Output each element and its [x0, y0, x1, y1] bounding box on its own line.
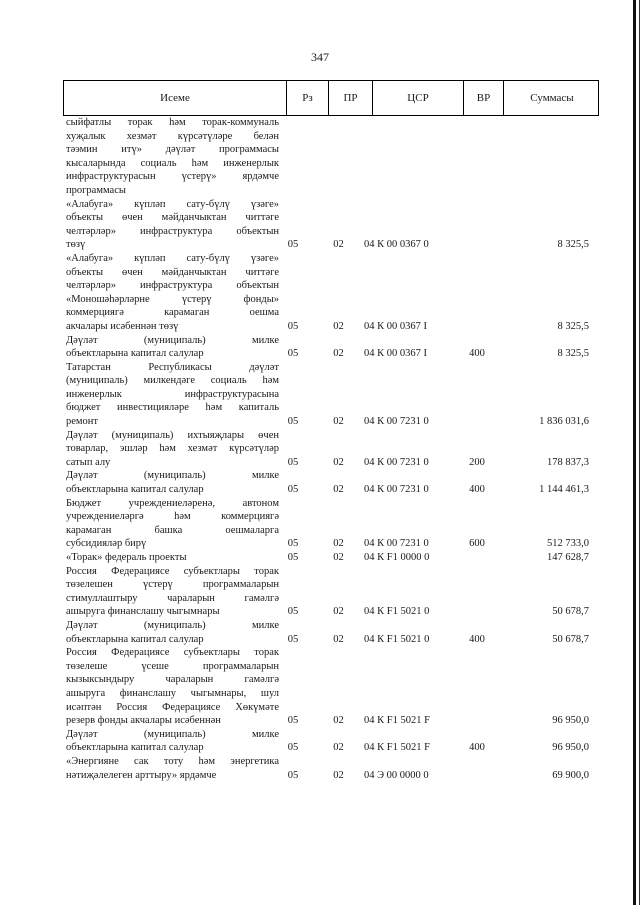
row-csr: 04 К 00 0367 I [364, 348, 427, 360]
row-name [66, 116, 279, 198]
row-name-line: стимуллаштыру чараларын гамәлгә [66, 592, 279, 604]
row-name-line: тәэмин итү» дәүләт программасы [66, 144, 279, 156]
row-sum: 96 950,0 [552, 742, 589, 754]
row-sum: 147 628,7 [547, 552, 589, 563]
header-pr: ПР [329, 81, 373, 115]
table-row [66, 551, 596, 565]
row-csr: 04 К 00 7231 0 [364, 456, 429, 468]
row-pr: 02 [333, 606, 344, 618]
row-name [66, 361, 279, 429]
row-pr: 02 [333, 320, 344, 332]
row-name-line: Дәүләт (муниципаль) милке [66, 619, 279, 631]
row-rz: 05 [287, 633, 299, 645]
row-pr: 02 [333, 552, 344, 563]
row-csr: 04 К 00 0367 I [364, 320, 427, 332]
row-rz: 05 [287, 348, 299, 360]
row-rz: 05 [287, 538, 299, 550]
row-vr: 200 [469, 456, 485, 468]
row-sum: 69 900,0 [552, 769, 589, 781]
row-name [66, 469, 279, 496]
row-name [66, 334, 279, 361]
row-name-line: челтәрләр» инфраструктура объектын [66, 225, 279, 237]
row-name-line: ашыруга финанслашу чыгымнары [66, 606, 220, 618]
row-rz: 05 [287, 484, 299, 496]
row-name-line: төзелешен үстерү программаларын [66, 579, 279, 591]
header-sum: Суммасы [530, 92, 574, 104]
row-pr: 02 [333, 239, 344, 251]
table-row [66, 565, 596, 619]
row-sum: 50 678,7 [552, 606, 589, 618]
row-name-line: Россия Федерациясе субъектлары торак [66, 565, 279, 577]
row-name-line: бюджет инвестицияләре һәм капиталь [66, 402, 279, 414]
row-name-line: Дәүләт (муниципаль) милке [66, 470, 279, 482]
row-name-line: объектларына капитал салулар [66, 742, 204, 754]
row-name-line: Бюджет учреждениеләренә, автоном [66, 497, 279, 509]
table-row [66, 646, 596, 728]
table-row [66, 497, 596, 551]
row-sum: 8 325,5 [557, 239, 589, 251]
row-rz: 05 [287, 715, 299, 727]
row-name-line: сатып алу [66, 456, 111, 468]
row-name [66, 646, 279, 728]
table-row [66, 116, 596, 198]
row-name-line: Россия Федерациясе субъектлары торак [66, 647, 279, 659]
header-csr: ЦСР [373, 81, 464, 115]
row-name-line: хуҗалык хезмәт күрсәтүләре белән [66, 130, 279, 142]
row-name-line: товарлар, эшләр һәм хезмәт күрсәтүләр [66, 443, 279, 455]
row-name-line: исәптән Россия Федерациясе Хөкүмәте [66, 701, 279, 713]
row-name [66, 565, 279, 619]
row-name-line: Татарстан Республикасы дәүләт [66, 361, 279, 373]
row-name-line: коммерциягә карамаган оешма [66, 307, 279, 319]
row-name-line: ремонт [66, 416, 99, 428]
row-name [66, 551, 279, 565]
row-name [66, 619, 279, 646]
table-row [66, 334, 596, 361]
row-rz: 05 [287, 239, 299, 251]
table-row [66, 619, 596, 646]
header-vr: ВР [464, 81, 504, 115]
row-sum: 96 950,0 [552, 715, 589, 727]
row-sum: 178 837,3 [547, 456, 589, 468]
row-csr: 04 К 00 7231 0 [364, 484, 429, 496]
row-name-line: Дәүләт (муниципаль) милке [66, 334, 279, 346]
row-name-line: резерв фонды акчалары исәбеннән [66, 715, 221, 727]
row-rz: 05 [287, 606, 299, 618]
budget-table-body [66, 116, 596, 782]
row-name-line: нәтиҗәлелеген арттыру» ярдәмче [66, 769, 217, 781]
row-name-line: «Энергияне сак тоту һәм энергетика [66, 755, 279, 767]
row-csr: 04 К 00 7231 0 [364, 538, 429, 550]
row-pr: 02 [333, 456, 344, 468]
row-name [66, 728, 279, 755]
row-name [66, 755, 279, 782]
row-csr: 04 К F1 5021 0 [364, 633, 430, 645]
page-number: 347 [311, 50, 329, 64]
row-name-line: объектларына капитал салулар [66, 348, 204, 360]
row-name [66, 497, 279, 551]
row-rz: 05 [287, 416, 299, 428]
table-row [66, 728, 596, 755]
row-name-line: объектларына капитал салулар [66, 484, 204, 496]
row-sum: 1 144 461,3 [539, 484, 589, 496]
table-row [66, 252, 596, 334]
row-sum: 50 678,7 [552, 633, 589, 645]
header-rz: Рз [287, 81, 329, 115]
row-vr: 400 [469, 484, 485, 496]
row-pr: 02 [333, 769, 344, 781]
row-csr: 04 К 00 0367 0 [364, 239, 429, 251]
table-row [66, 429, 596, 470]
row-sum: 1 836 031,6 [539, 416, 589, 428]
row-csr: 04 К F1 5021 0 [364, 606, 430, 618]
row-name [66, 429, 279, 470]
table-row [66, 361, 596, 429]
table-row [66, 469, 596, 496]
row-pr: 02 [333, 416, 344, 428]
row-name-line: «Алабуга» күпләп сату-бүлү үзәге» [66, 198, 279, 210]
row-rz: 05 [287, 769, 299, 781]
row-csr: 04 К F1 5021 F [364, 715, 430, 727]
row-pr: 02 [333, 633, 344, 645]
row-name-line: төзелеше үсеше программаларын [66, 660, 279, 672]
row-name-line: кызыксындыру чараларын гамәлгә [66, 674, 279, 686]
row-name-line: объекты өчен мәйданчыктан читтәге [66, 266, 279, 278]
row-vr: 600 [469, 538, 485, 550]
row-name-line: субсидияләр бирү [66, 538, 147, 550]
row-name-line: Дәүләт (муниципаль) милке [66, 728, 279, 740]
table-header [63, 80, 599, 116]
scan-edge-line [633, 0, 636, 905]
row-csr: 04 К F1 0000 0 [364, 552, 430, 563]
row-name-line: объекты өчен мәйданчыктан читтәге [66, 212, 279, 224]
row-csr: 04 К F1 5021 F [364, 742, 430, 754]
row-csr: 04 Э 00 0000 0 [364, 769, 429, 781]
row-vr: 400 [469, 742, 485, 754]
row-name-line: «Торак» федераль проекты [66, 552, 187, 563]
row-name-line: «Алабуга» күпләп сату-бүлү үзәге» [66, 252, 279, 264]
row-sum: 512 733,0 [547, 538, 589, 550]
row-pr: 02 [333, 348, 344, 360]
header-name: Исеме [64, 81, 287, 115]
row-vr: 400 [469, 633, 485, 645]
row-name-line: челтәрләр» инфраструктура объектын [66, 280, 279, 292]
row-name-line: объектларына капитал салулар [66, 633, 204, 645]
row-name-line: ашыруга финанслашу чыгымнары, шул [66, 687, 279, 699]
row-pr: 02 [333, 484, 344, 496]
row-name-line: программасы [66, 184, 126, 196]
row-name-line: сыйфатлы торак һәм торак-коммуналь [66, 117, 279, 128]
row-name-line: «Моношәһәрләрне үстерү фонды» [66, 293, 279, 305]
row-sum: 8 325,5 [557, 348, 589, 360]
row-pr: 02 [333, 742, 344, 754]
row-name-line: акчалары исәбеннән төзү [66, 320, 179, 332]
row-name-line: инфраструктурасын үстерү» ярдәмче [66, 171, 279, 183]
row-name [66, 252, 279, 334]
row-name-line: инженерлык инфраструктурасына [66, 388, 279, 400]
row-name-line: карамаган башка оешмаларга [66, 524, 279, 536]
table-row [66, 755, 596, 782]
row-name-line: учреждениеләргә һәм коммерциягә [66, 511, 279, 523]
row-rz: 05 [287, 456, 299, 468]
row-sum: 8 325,5 [557, 320, 589, 332]
row-rz: 05 [287, 320, 299, 332]
row-name-line: төзү [66, 239, 86, 251]
row-rz: 05 [287, 552, 299, 563]
row-csr: 04 К 00 7231 0 [364, 416, 429, 428]
table-row [66, 198, 596, 252]
row-name-line: кысаларында социаль һәм инженерлык [66, 157, 279, 169]
row-name [66, 198, 279, 252]
row-pr: 02 [333, 538, 344, 550]
row-rz: 05 [287, 742, 299, 754]
row-name-line: Дәүләт (муниципаль) ихтыяҗлары өчен [66, 429, 279, 441]
row-vr: 400 [469, 348, 485, 360]
row-name-line: (муниципаль) милкендәге социаль һәм [66, 375, 279, 387]
row-pr: 02 [333, 715, 344, 727]
